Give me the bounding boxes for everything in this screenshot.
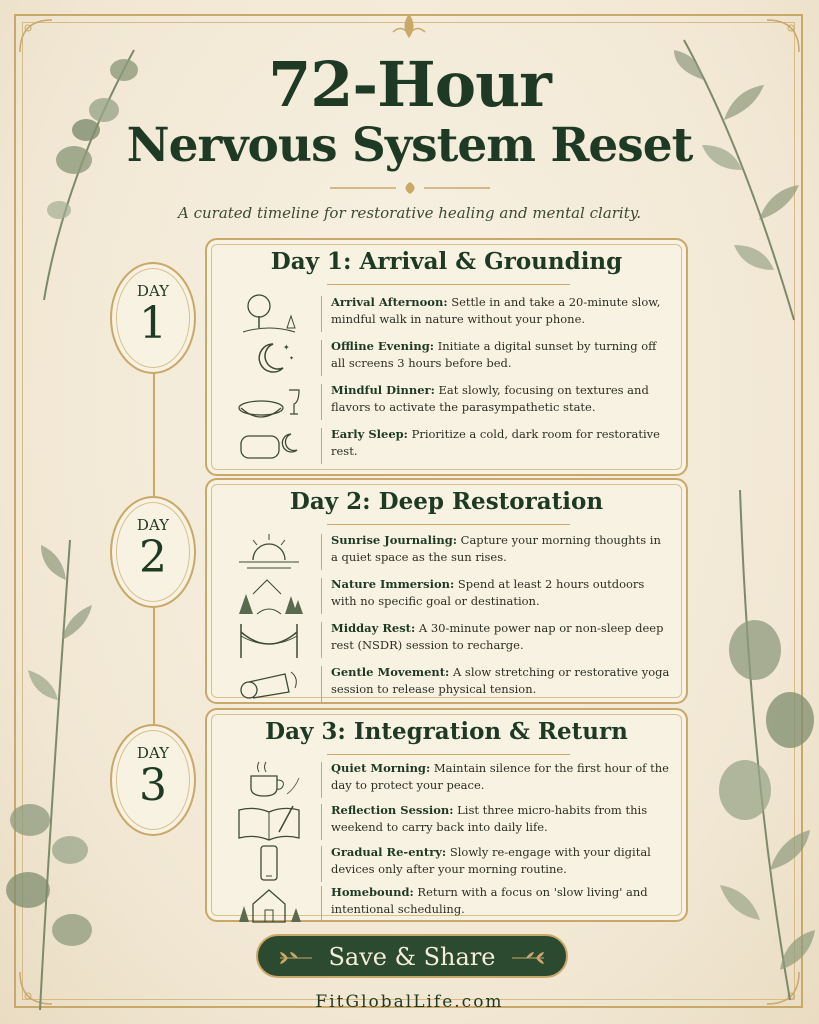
list-item bbox=[219, 842, 679, 886]
day-card-title: Day 3: Integration & Return bbox=[265, 718, 628, 745]
item-label: Offline Evening: bbox=[331, 339, 435, 353]
divider-ornament-icon bbox=[330, 180, 490, 196]
day-badge-1 bbox=[110, 262, 196, 374]
item-label: Midday Rest: bbox=[331, 621, 416, 635]
moon-stars-icon bbox=[233, 336, 305, 380]
list-item bbox=[219, 530, 679, 574]
item-text bbox=[331, 532, 671, 566]
yoga-mat-icon bbox=[233, 662, 305, 706]
house-icon bbox=[233, 882, 305, 926]
svg-text:✦: ✦ bbox=[289, 355, 295, 362]
forest-mountains-icon bbox=[233, 574, 305, 618]
day-badge-3 bbox=[110, 724, 196, 836]
list-item bbox=[219, 882, 679, 926]
item-text bbox=[331, 294, 671, 328]
item-text bbox=[331, 426, 671, 460]
hammock-icon bbox=[233, 618, 305, 662]
tea-cup-icon bbox=[233, 758, 305, 802]
subtitle: A curated timeline for restorative healing and mental clarity. bbox=[177, 204, 642, 222]
list-item bbox=[219, 424, 679, 468]
save-share-label: Save & Share bbox=[328, 943, 496, 971]
day-card-title: Day 2: Deep Restoration bbox=[289, 488, 604, 515]
day-card-2 bbox=[205, 478, 688, 704]
item-description: Capture your morning thoughts in a quiet space as the sun rises. bbox=[331, 533, 661, 564]
sunrise-icon bbox=[233, 530, 305, 574]
item-label: Gradual Re-entry: bbox=[331, 845, 447, 859]
item-description: Settle in and take a 20-minute slow, mindful walk in nature without your phone. bbox=[331, 295, 661, 326]
item-description: A 30-minute power nap or non-sleep deep rest (NSDR) session to recharge. bbox=[331, 621, 664, 652]
card-divider bbox=[327, 284, 570, 285]
day-card-title: Day 1: Arrival & Grounding bbox=[270, 248, 623, 275]
item-text bbox=[331, 884, 671, 918]
item-rule bbox=[321, 428, 322, 464]
open-journal-icon bbox=[233, 800, 305, 844]
item-text bbox=[331, 620, 671, 654]
item-label: Reflection Session: bbox=[331, 803, 454, 817]
item-text bbox=[331, 576, 671, 610]
list-item bbox=[219, 380, 679, 424]
item-label: Arrival Afternoon: bbox=[331, 295, 448, 309]
day-badge-word: DAY bbox=[136, 282, 170, 300]
item-rule bbox=[321, 846, 322, 882]
card-divider bbox=[327, 524, 570, 525]
day-badge-number: 2 bbox=[139, 532, 167, 583]
item-description: List three micro-habits from this weekend to carry back into daily life. bbox=[331, 803, 648, 834]
fleur-ornament-icon bbox=[389, 12, 429, 42]
item-text bbox=[331, 382, 671, 416]
list-item bbox=[219, 800, 679, 844]
day-badge-2 bbox=[110, 496, 196, 608]
item-rule bbox=[321, 622, 322, 658]
item-description: Prioritize a cold, dark room for restorative rest. bbox=[331, 427, 660, 458]
card-divider bbox=[327, 754, 570, 755]
item-label: Homebound: bbox=[331, 885, 414, 899]
item-description: Initiate a digital sunset by turning off all screens 3 hours before bed. bbox=[331, 339, 657, 370]
item-description: Maintain silence for the first hour of the day to protect your peace. bbox=[331, 761, 669, 792]
list-item bbox=[219, 618, 679, 662]
title-line-2: Nervous System Reset bbox=[126, 118, 693, 173]
item-label: Early Sleep: bbox=[331, 427, 408, 441]
item-text bbox=[331, 844, 671, 878]
item-description: Eat slowly, focusing on textures and flavors to activate the parasympathetic state. bbox=[331, 383, 649, 414]
day-badge-word: DAY bbox=[136, 516, 170, 534]
dinner-bowl-icon bbox=[233, 380, 305, 424]
botanical-right-bottom-icon bbox=[690, 470, 819, 1010]
list-item bbox=[219, 336, 679, 380]
item-text bbox=[331, 338, 671, 372]
save-share-button[interactable] bbox=[256, 934, 568, 978]
day-card-1 bbox=[205, 238, 688, 476]
phone-icon bbox=[233, 842, 305, 886]
item-text bbox=[331, 664, 671, 698]
item-rule bbox=[321, 384, 322, 420]
timeline-connector bbox=[153, 598, 155, 724]
pillow-moon-icon bbox=[233, 424, 305, 468]
svg-text:✦: ✦ bbox=[283, 343, 290, 352]
item-rule bbox=[321, 804, 322, 840]
tree-path-icon bbox=[233, 292, 305, 336]
item-rule bbox=[321, 578, 322, 614]
item-description: Spend at least 2 hours outdoors with no specific goal or destination. bbox=[331, 577, 645, 608]
item-rule bbox=[321, 296, 322, 332]
item-label: Mindful Dinner: bbox=[331, 383, 435, 397]
item-rule bbox=[321, 666, 322, 702]
item-rule bbox=[321, 340, 322, 376]
list-item bbox=[219, 292, 679, 336]
item-label: Quiet Morning: bbox=[331, 761, 431, 775]
item-text bbox=[331, 802, 671, 836]
day-card-3 bbox=[205, 708, 688, 922]
day-badge-number: 1 bbox=[139, 298, 167, 349]
item-rule bbox=[321, 534, 322, 570]
list-item bbox=[219, 758, 679, 802]
sprig-right-icon bbox=[510, 950, 546, 966]
day-badge-word: DAY bbox=[136, 744, 170, 762]
item-description: A slow stretching or restorative yoga session to release physical tension. bbox=[331, 665, 670, 696]
item-rule bbox=[321, 886, 322, 922]
item-description: Return with a focus on 'slow living' and intentional scheduling. bbox=[331, 885, 648, 916]
item-label: Gentle Movement: bbox=[331, 665, 450, 679]
day-badge-number: 3 bbox=[139, 760, 167, 811]
title-line-1: 72-Hour bbox=[268, 48, 551, 121]
footer-website[interactable]: FitGlobalLife.com bbox=[315, 992, 504, 1012]
botanical-left-bottom-icon bbox=[0, 520, 110, 1020]
item-label: Nature Immersion: bbox=[331, 577, 455, 591]
item-rule bbox=[321, 762, 322, 798]
item-text bbox=[331, 760, 671, 794]
item-label: Sunrise Journaling: bbox=[331, 533, 457, 547]
list-item bbox=[219, 662, 679, 706]
item-description: Slowly re-engage with your digital devices only after your morning routine. bbox=[331, 845, 651, 876]
list-item bbox=[219, 574, 679, 618]
